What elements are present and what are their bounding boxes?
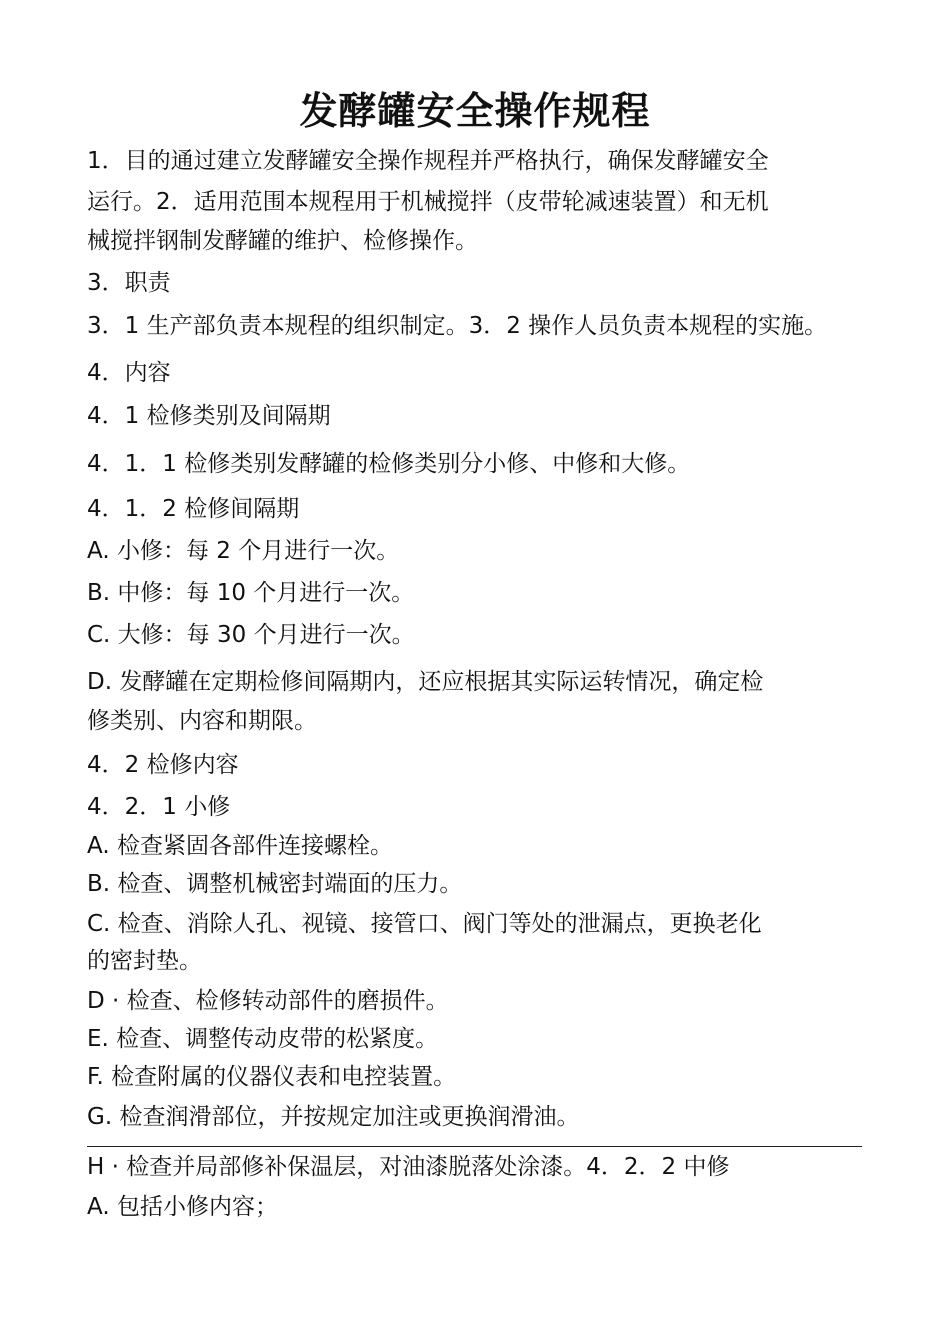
text-line: 修类别、内容和期限。 [87, 708, 317, 734]
subsection-heading: 4．1 检修类别及间隔期 [87, 403, 331, 429]
section-heading: 4．内容 [87, 360, 171, 386]
text-line: 1．目的通过建立发酵罐安全操作规程并严格执行，确保发酵罐安全 [87, 148, 769, 174]
list-item: G. 检查润滑部位，并按规定加注或更换润滑油。 [87, 1104, 580, 1130]
subsection-heading: 4．2 检修内容 [87, 752, 239, 778]
list-item: H · 检查并局部修补保温层，对油漆脱落处涂漆。4．2．2 中修 [87, 1154, 730, 1180]
list-item: A. 检查紧固各部件连接螺栓。 [87, 833, 393, 859]
text-line: 4．1．1 检修类别发酵罐的检修类别分小修、中修和大修。 [87, 451, 691, 477]
list-item: A. 包括小修内容； [87, 1194, 278, 1220]
text-line: 运行。2．适用范围本规程用于机械搅拌（皮带轮减速装置）和无机 [87, 189, 769, 215]
list-item: B. 检查、调整机械密封端面的压力。 [87, 871, 463, 897]
list-item: F. 检查附属的仪器仪表和电控装置。 [87, 1064, 457, 1090]
horizontal-divider [87, 1146, 862, 1147]
text-line: 械搅拌钢制发酵罐的维护、检修操作。 [87, 228, 478, 254]
subsection-heading: 4．2．1 小修 [87, 794, 231, 820]
text-line: 的密封垫。 [87, 948, 202, 974]
list-item: B. 中修：每 10 个月进行一次。 [87, 580, 415, 606]
list-item: D. 发酵罐在定期检修间隔期内，还应根据其实际运转情况，确定检 [87, 669, 764, 695]
list-item: C. 大修：每 30 个月进行一次。 [87, 622, 415, 648]
list-item: A. 小修：每 2 个月进行一次。 [87, 538, 400, 564]
subsection-heading: 4．1．2 检修间隔期 [87, 496, 300, 522]
list-item: C. 检查、消除人孔、视镜、接管口、阀门等处的泄漏点，更换老化 [87, 911, 762, 937]
list-item: D · 检查、检修转动部件的磨损件。 [87, 988, 449, 1014]
document-title: 发酵罐安全操作规程 [299, 89, 651, 133]
text-line: 3．1 生产部负责本规程的组织制定。3．2 操作人员负责本规程的实施。 [87, 313, 828, 339]
section-heading: 3．职责 [87, 270, 171, 296]
list-item: E. 检查、调整传动皮带的松紧度。 [87, 1026, 439, 1052]
